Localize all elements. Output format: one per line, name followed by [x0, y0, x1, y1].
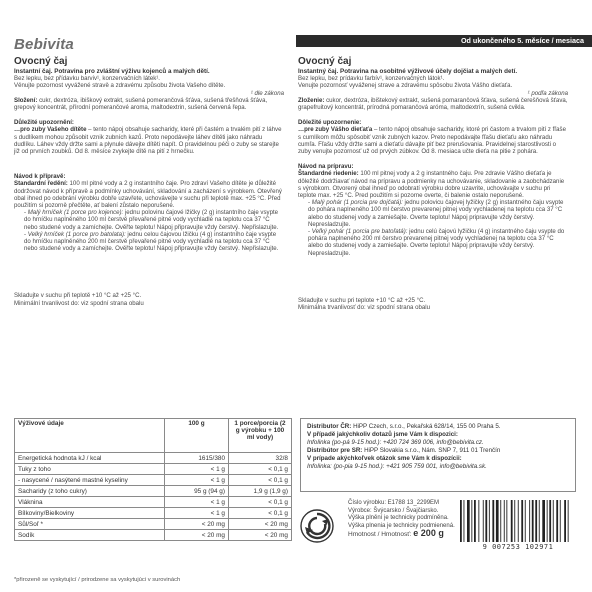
barcode-bar — [568, 500, 569, 542]
product-info — [348, 500, 455, 539]
cz-line-2: Věnujte pozornost vyvážené stravě a zdravému způsobu života Vašeho dítěte. — [14, 82, 226, 90]
cz-small-cup: - Malý hrníček (1 porce pro kojence): jednu polovinu čajové lžičky (2 g) instantního čaje vsypte do hrníčku naplněného 100 ml čerstvě převařené pitné vody vychladlé na teplotu cca 37 °C nebo studené vody a zamíchejte. Ověřte teplotu! Nápoj připravujte vždy čerstvý. Nepřislazujte. — [24, 209, 279, 231]
cz-storage: Skladujte v suchu při teplotě +10 °C až +25 °C. — [14, 292, 142, 300]
barcode-bar — [560, 500, 561, 542]
sk-standard: Štandardné riedenie: 100 ml pitnej vody a 2 g instantného čaju. Pre zdravie Vášho dieťaťa je dôležité dodržiavať návod na prípravu a podmienky na uchovávanie, skladovanie a zaobchádzanie s výrobkom. Otvorený obal ihneď po odobratí výrobku dobre uzavrite, uchovávajte v suchu pri teplote max. +25 °C. Pred použitím si pozorne overte, či balenie ostalo neporušené. — [298, 170, 565, 200]
product-code: Číslo výrobku: E1788 13_2299EM — [348, 500, 440, 506]
barcode-bar — [514, 500, 515, 542]
barcode-bar — [471, 500, 472, 542]
slovak-column — [298, 56, 568, 311]
barcode-bar — [521, 500, 523, 542]
sk-title: Ovocný čaj — [298, 56, 352, 67]
barcode-bar — [564, 500, 566, 542]
barcode-bar — [467, 500, 470, 542]
barcode-bar — [460, 500, 462, 542]
table-row: Bílkoviny/Bielkoviny < 1 g < 0,1 g — [15, 508, 292, 519]
barcode-bar — [478, 500, 479, 542]
barcode-bar — [553, 500, 554, 542]
sk-storage: Skladujte v suchu pri teplote +10 °C až +25 °C. — [298, 296, 426, 304]
sk-law-note: ¹ podľa zákona — [527, 89, 568, 97]
barcode-bar — [483, 500, 484, 542]
barcode-bar — [518, 500, 519, 542]
nutrition-col-portion: 1 porce/porcia (2 g výrobku + 100 ml vody) — [229, 419, 292, 453]
barcode-bar — [556, 500, 558, 542]
barcode-bar — [511, 500, 513, 542]
table-row: Energetická hodnota kJ / kcal 1615/380 32/8 — [15, 453, 292, 464]
barcode-bar — [489, 500, 490, 542]
distributor-cz: Distributor ČR: HiPP Czech, s.r.o., Pekařská 628/14, 155 00 Praha 5. — [307, 423, 501, 430]
distributor-cz-infoline: Infolinka (po-pá 9-15 hod.): +420 724 369 006, info@bebivita.cz. — [307, 439, 484, 446]
barcode-bar — [525, 500, 526, 542]
cz-warning-heading: Důležité upozornění: — [14, 119, 74, 127]
sk-line-2: Venujte pozornosť vyváženej strave a zdravému spôsobu života Vášho dieťaťa. — [298, 82, 513, 90]
nutrition-footnote: *přirozeně se vyskytující / prirodzene sa vyskytujúci v surovinách — [14, 577, 181, 583]
barcode-bar — [464, 500, 465, 542]
table-row: Sacharidy (z toho cukry) 95 g (94 g) 1,9 g (1,9 g) — [15, 486, 292, 497]
age-band — [296, 35, 592, 47]
nutrition-col-label: Výživové údaje — [15, 419, 165, 453]
barcode-bar — [547, 500, 548, 542]
sk-subtitle: Instantný čaj. Potravina na osobitné výživové účely dojčiat a malých detí. — [298, 68, 518, 75]
nutrition-header-row — [15, 419, 292, 453]
cz-ingredients: Složení: cukr, dextróza, ibiškový extrakt, sušená pomerančová šťáva, sušená třešňová šťáva, grepový koncentrát, přírodní pomerančové aroma, maltodextrin, sušená červená řepa. — [14, 96, 268, 112]
sk-line-1: Bez lepku, bez prídavku farbív¹, konzervačných látok¹. — [298, 75, 445, 83]
cz-law-note: ¹ dle zákona — [250, 89, 284, 97]
cz-shelf-life: Minimální trvanlivost do: viz spodní strana obalu — [14, 299, 144, 307]
distributor-cz-question: V případě jakýchkoliv dotazů jsme Vám k dispozici: — [307, 431, 458, 438]
cz-prep-heading: Návod k přípravě: — [14, 173, 66, 181]
brand-logo — [14, 36, 74, 53]
brand-name: Bebivita — [14, 36, 74, 53]
net-weight: Hmotnost / Hmotnosť: e 200 g — [348, 528, 444, 539]
barcode-bar — [496, 500, 499, 542]
table-row: Sůl/Soľ * < 20 mg < 20 mg — [15, 519, 292, 530]
cz-warning: …pro zuby Vašeho dítěte – tento nápoj obsahuje sacharidy, které při častém a trvalém pití z láhve s dudlíkem mohou způsobit vznik zubních kazů. Proto nepodávejte láhev dítěti jako náhradu dudlíku. Láhev vždy držte sami a plynule dávejte dítěti napít. O pravidelnou péči o zuby se starejte již od prvních zoubků. Od 8. měsíce zvykejte dítě na pití z hrnečku. — [14, 126, 282, 156]
barcode-bar — [474, 500, 476, 542]
recycle-icon — [300, 509, 334, 543]
age-band-text: Od ukončeného 5. měsíce / mesiaca — [460, 36, 584, 45]
table-row: - nasycené / nasýtené mastné kyseliny < 1 g < 0,1 g — [15, 475, 292, 486]
sk-small-cup: - Malý pohár (1 porcia pre dojčatá): jednu polovicu čajovej lyžičky (2 g) instantného čaju vsypte do pohára naplneného 100 ml čerstvo prevarenej pitnej vody vychladenej na teplotu cca 37 °C alebo do studenej vody a zamiešajte. Overte teplotu! Nápoj pripravujte vždy čerstvý. Nepresladzujte. — [308, 199, 564, 228]
barcode-bar — [542, 500, 545, 542]
distributor-sk-infoline: Infolinka: (po-pia 9-15 hod.): +421 905 759 001, info@bebivita.sk. — [307, 463, 487, 470]
table-row: Sodík < 20 mg < 20 mg — [15, 530, 292, 541]
sk-ingredients: Zloženie: cukor, dextróza, ibištekový extrakt, sušená pomarančová šťava, sušená čerešňová šťava, grapefruitový koncentrát, prírodná pomarančová aróma, maltodextrín, sušená cvikla. — [298, 96, 568, 112]
barcode-bar — [549, 500, 551, 542]
product-fill-sk: Výška plnenia je technicky podmienená. — [348, 522, 455, 529]
barcode-bar — [485, 500, 487, 542]
barcode-bar — [492, 500, 494, 542]
distributor-sk: Distribútor pre SR: HiPP Slovakia s.r.o., Nám. SNP 7, 911 01 Trenčín — [307, 447, 501, 454]
barcode-bar — [532, 500, 534, 542]
cz-large-cup: - Velký hrníček (1 porce pro batolata): jednu celou čajovou lžičku (4 g) instantního čaje vsypte do hrníčku naplněného 200 ml čerstvě převařené pitné vody vychladlé na teplotu cca 37 °C nebo studené vody a zamíchejte. Ověřte teplotu! Nápoj připravujte vždy čerstvý. Nepřislazujte. — [24, 230, 279, 253]
table-row: Vláknina < 1 g < 0,1 g — [15, 497, 292, 508]
cz-line-1: Bez lepku, bez přídavku barviv¹, konzervačních látek¹. — [14, 75, 160, 83]
sk-warning: …pre zuby Vášho dieťaťa – tento nápoj obsahuje sacharidy, ktoré pri častom a trvalom pití z fľaše s cumlíkom môžu spôsobiť vznik zubných kazov. Preto nepodávajte fľašu dieťaťu ako náhradu cumľa. Fľašu vždy držte sami a dieťaťu dávajte piť bez prerušovania. Pravidelnej starostlivosti o zuby venujte pozornosť už od prvých zúbkov. Od 8. mesiaca učte dieťa na pitie z pohára. — [298, 126, 566, 156]
czech-column — [14, 56, 284, 307]
barcode-bar — [535, 500, 537, 542]
product-maker: Výrobce: Švýcarsko / Švajčiarsko. — [348, 507, 439, 514]
sk-shelf-life: Minimálna trvanlivosť do: viz spodní strana obalu — [298, 304, 431, 312]
nutrition-table — [14, 418, 292, 541]
cz-subtitle: Instantní čaj. Potravina pro zvláštní výživu kojenců a malých dětí. — [14, 68, 210, 75]
product-fill-cz: Výška plnění je technicky podmíněna. — [348, 515, 449, 522]
cz-title: Ovocný čaj — [14, 56, 68, 67]
table-row: Tuky z toho < 1 g < 0,1 g — [15, 464, 292, 475]
cz-standard: Standardní ředění: 100 ml pitné vody a 2 g instantního čaje. Pro zdraví Vašeho dítěte je důležité dodržovat návod k přípravě a podmínky uchovávání, skladování a zacházení s výrobkem. Otevřený obal ihned po odebrání výrobku dobře uzavřete, uchovávejte v suchu při teplotě max. +25 °C. Před použitím si pozorně přečtěte, ať balení zůstalo neporušené. — [14, 180, 282, 210]
barcode-bar — [500, 500, 501, 542]
barcode-number: 9 007253 102971 — [482, 543, 554, 551]
sk-large-cup: - Veľký pohár (1 porcia pre batoľatá): jednu celú čajovú lyžičku (4 g) instantného čaju vsypte do pohára naplneného 200 ml čerstvo prevarenej pitnej vody vychladenej na teplotu cca 37 °C alebo do studenej vody a zamiešajte. Overte teplotu! Nápoj pripravujte vždy čerstvý. Nepresladzujte. — [308, 228, 565, 257]
distributor-sk-question: V prípade akýchkoľvek otázok sme Vám k dispozícii: — [307, 455, 462, 462]
barcode-bar — [539, 500, 540, 542]
sk-warning-heading: Dôležité upozornenie: — [298, 119, 362, 127]
sk-prep-heading: Návod na prípravu: — [298, 163, 354, 171]
barcode-bar — [506, 500, 507, 542]
barcode-bar — [504, 500, 505, 542]
nutrition-col-100g: 100 g — [165, 419, 229, 453]
barcode — [458, 500, 578, 542]
distributor-box — [300, 418, 576, 492]
barcode-bar — [529, 500, 530, 542]
